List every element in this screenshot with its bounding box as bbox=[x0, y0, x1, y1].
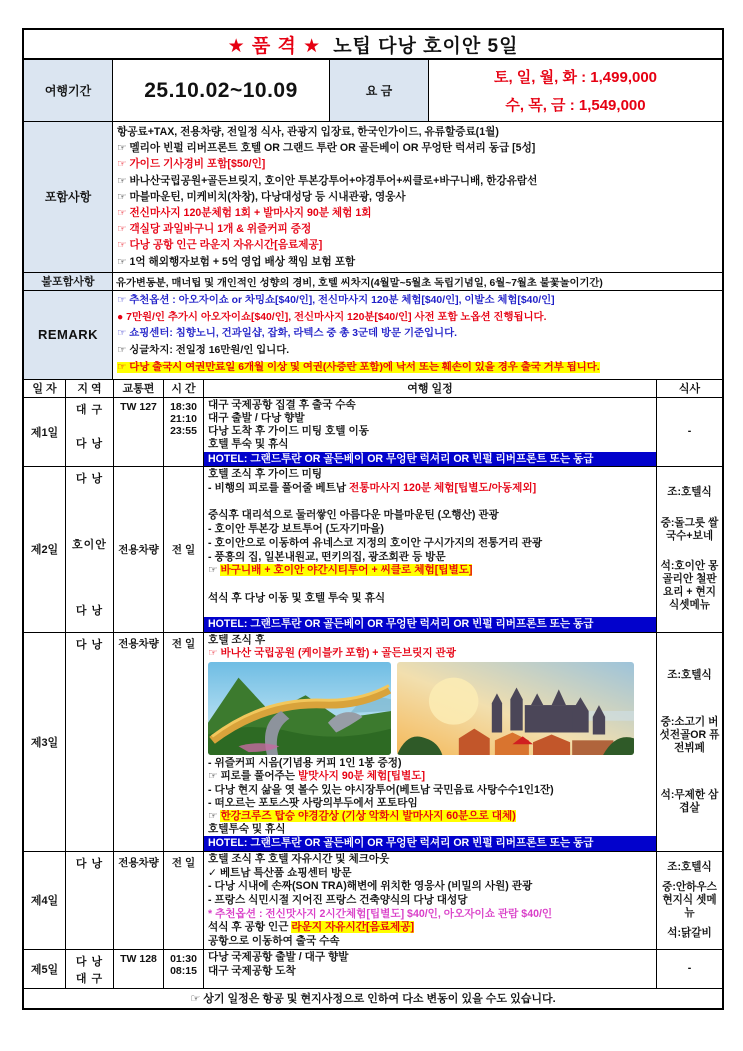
column-header-time: 시 간 bbox=[164, 380, 204, 397]
region-label: 다 낭 bbox=[75, 638, 104, 651]
column-header-day: 일 자 bbox=[24, 380, 66, 397]
meal-item: 석:호이안 몽골리안 철판요리 + 현지식셋메뉴 bbox=[660, 560, 719, 612]
time-value: 전 일 bbox=[171, 637, 196, 650]
text-line bbox=[204, 482, 656, 496]
text-segment: 중식후 대리석으로 둘러쌓인 아름다운 마블마운틴 (오행산) 관광 bbox=[208, 509, 499, 522]
exclusions-label: 불포함사항 bbox=[24, 273, 113, 290]
text-segment: - 떠오르는 포토스팟 사랑의부두에서 포토타임 bbox=[208, 796, 418, 809]
text-segment: 라운지 자유시간[음료제공] bbox=[291, 921, 414, 934]
text-segment: 호텔 조식 후 bbox=[208, 633, 266, 646]
text-line bbox=[204, 908, 656, 922]
text-segment: 다낭 국제공항 출발 / 대구 향발 bbox=[208, 950, 349, 963]
text-segment: - 다낭 시내에 손짜(SON TRA)해변에 위치한 영응사 (비밀의 사원) 관광 bbox=[208, 880, 533, 893]
text-line bbox=[117, 221, 718, 237]
meal-item: 조:호텔식 bbox=[667, 668, 712, 681]
period-label: 여행기간 bbox=[24, 60, 113, 121]
period-value: 25.10.02~10.09 bbox=[113, 60, 330, 121]
trip-info-row bbox=[24, 60, 722, 122]
text-line bbox=[204, 647, 656, 660]
text-line bbox=[117, 254, 718, 270]
time-value: 18:30 bbox=[170, 400, 197, 413]
day-times bbox=[164, 467, 204, 632]
region-label: 호이안 bbox=[72, 538, 107, 551]
text-line bbox=[204, 853, 656, 867]
text-line bbox=[204, 935, 656, 949]
text-line bbox=[204, 894, 656, 908]
meal-item: 중:돌그릇 쌀국수+보네 bbox=[660, 516, 719, 542]
text-line bbox=[204, 468, 656, 482]
schedule-row-day4 bbox=[24, 852, 722, 950]
column-header-region: 지 역 bbox=[66, 380, 114, 397]
text-segment: ☞ 쇼핑센터: 침향노니, 건과일샵, 잡화, 라텍스 중 총 3군데 방문 기준입니다. bbox=[117, 328, 458, 340]
day-meals bbox=[657, 398, 722, 466]
text-segment: - 프랑스 식민시절 지어진 프랑스 건축양식의 다낭 대성당 bbox=[208, 893, 468, 906]
day-itinerary bbox=[204, 633, 657, 851]
time-value: 전 일 bbox=[171, 856, 196, 869]
day-meals bbox=[657, 467, 722, 632]
text-segment: 호텔 조식 후 가이드 미팅 bbox=[208, 467, 323, 480]
region-label: 다 낭 bbox=[75, 857, 104, 870]
day-itinerary bbox=[204, 950, 657, 988]
text-segment: 대구 국제공항 도착 bbox=[208, 964, 296, 977]
text-segment: ☞ 바나산 국립공원 (케이블카 포함) + 골든브릿지 관광 bbox=[208, 647, 457, 660]
meal-item: 조:호텔식 bbox=[667, 860, 712, 873]
schedule-row-day3 bbox=[24, 633, 722, 852]
day-meals bbox=[657, 950, 722, 988]
day-regions bbox=[66, 950, 114, 988]
text-segment: 항공료+TAX, 전용차량, 전일정 식사, 관광지 입장료, 한국인가이드, 유류할증료(1월) bbox=[117, 126, 499, 138]
time-value: 전 일 bbox=[171, 543, 196, 556]
text-line bbox=[117, 293, 718, 310]
text-segment: 공항으로 이동하여 출국 수속 bbox=[208, 935, 340, 948]
hotel-bar: HOTEL: 그랜드투란 OR 골든베이 OR 무엉탄 럭셔리 OR 빈펄 리버프론트 또는 동급 bbox=[204, 452, 656, 466]
transport-value: TW 128 bbox=[120, 952, 157, 965]
text-segment: * 추천옵션 : 전신맛사지 2시간체험[팁별도] $40/인, 아오자이쇼 관람 $40/인 bbox=[208, 907, 553, 920]
day-times bbox=[164, 633, 204, 851]
day-transport bbox=[114, 633, 164, 851]
day-number: 제2일 bbox=[24, 467, 66, 632]
day-transport bbox=[114, 950, 164, 988]
text-segment: 대구 국제공항 집결 후 출국 수속 bbox=[208, 398, 356, 411]
hotel-bar: HOTEL: 그랜드투란 OR 골든베이 OR 무엉탄 럭셔리 OR 빈펄 리버프론트 또는 동급 bbox=[204, 617, 656, 632]
text-line bbox=[204, 523, 656, 537]
schedule-body bbox=[24, 398, 722, 989]
inclusions-content bbox=[113, 122, 722, 272]
text-segment: 전통마사지 120분 체험[팁별도/아동제외] bbox=[349, 481, 537, 494]
day-regions bbox=[66, 467, 114, 632]
document-title-row bbox=[24, 30, 722, 60]
day-number: 제3일 bbox=[24, 633, 66, 851]
text-segment: - 호이안 투본강 보트투어 (도자기마을) bbox=[208, 523, 384, 535]
text-line bbox=[204, 551, 656, 565]
text-line bbox=[204, 509, 656, 523]
region-label: 대 구 bbox=[75, 403, 104, 416]
text-segment: ☞ 마블마운틴, 미케비치(차창), 다낭대성당 등 시내관광, 영웅사 bbox=[117, 190, 406, 203]
text-segment: 호텔 투숙 및 휴식 bbox=[208, 438, 289, 451]
text-segment: - 풍흥의 집, 일본내원교, 떤키의집, 광조회관 등 방문 bbox=[208, 550, 446, 563]
schedule-footer-note: ☞ 상기 일정은 항공 및 현지사정으로 인하여 다소 변동이 있을 수도 있습니다. bbox=[190, 993, 556, 1006]
text-line bbox=[204, 438, 656, 451]
day-meals bbox=[657, 852, 722, 949]
text-segment: ☞ 다낭 출국시 여권만료일 6개월 이상 및 여권(사증란 포함)에 낙서 또는 훼손이 있을 경우 출국 거부 됩니다. bbox=[117, 362, 600, 374]
region-label: 다 낭 bbox=[75, 437, 104, 450]
day-transport bbox=[114, 467, 164, 632]
meal-item: - bbox=[687, 425, 692, 438]
day-number: 제1일 bbox=[24, 398, 66, 466]
column-header-transport: 교통편 bbox=[114, 380, 164, 397]
inclusions-row bbox=[24, 122, 722, 273]
day-number: 제4일 bbox=[24, 852, 66, 949]
text-line bbox=[204, 797, 656, 810]
text-segment: 다낭 도착 후 가이드 미팅 호텔 이동 bbox=[208, 425, 369, 438]
text-line bbox=[204, 770, 656, 783]
day-times bbox=[164, 852, 204, 949]
text-segment: ☞ 가이드 기사경비 포함[$50/인] bbox=[117, 158, 266, 171]
day-regions bbox=[66, 398, 114, 466]
golden-bridge-photo bbox=[208, 662, 391, 755]
day-itinerary bbox=[204, 467, 657, 632]
day-regions bbox=[66, 633, 114, 851]
remark-row bbox=[24, 291, 722, 380]
meal-item: 석:무제한 삼겹살 bbox=[660, 788, 719, 814]
text-segment: ☞ 객실당 과일바구니 1개 & 위즐커피 증정 bbox=[117, 223, 312, 236]
travel-itinerary-document bbox=[22, 28, 724, 1010]
day-regions bbox=[66, 852, 114, 949]
text-segment: 발맛사지 90분 체험[팁별도] bbox=[297, 770, 426, 783]
inclusions-label: 포함사항 bbox=[24, 122, 113, 272]
time-value: 01:30 bbox=[170, 952, 197, 965]
text-segment: 바구니배 + 호이안 야간시티투어 + 씨클로 체험[팁별도] bbox=[220, 564, 473, 577]
text-line bbox=[117, 140, 718, 156]
day3-photo-strip bbox=[208, 662, 654, 755]
transport-value: 전용차량 bbox=[118, 856, 159, 869]
text-line bbox=[204, 399, 656, 412]
day-transport bbox=[114, 852, 164, 949]
text-line bbox=[117, 326, 718, 343]
text-line bbox=[204, 412, 656, 425]
schedule-row-day2 bbox=[24, 467, 722, 633]
text-line bbox=[204, 823, 656, 836]
text-line bbox=[117, 360, 718, 377]
fare-weekend-price: 토, 일, 월, 화 : 1,499,000 bbox=[493, 69, 658, 86]
meal-item: - bbox=[687, 962, 692, 975]
transport-value: 전용차량 bbox=[118, 543, 159, 556]
text-segment: ☞ 전신마사지 120분체험 1회 + 발마사지 90분 체험 1회 bbox=[117, 207, 372, 220]
text-segment: ☞ 추천옵션 : 아오자이쇼 or 차밍쇼[$40/인], 전신마사지 120분 체험[$40/인], 이발소 체험[$40/인] bbox=[117, 294, 555, 306]
text-segment: 석식 후 공항 인근 bbox=[208, 921, 292, 934]
text-line bbox=[117, 205, 718, 221]
time-value: 08:15 bbox=[170, 964, 197, 977]
text-segment: 대구 출발 / 다낭 향발 bbox=[208, 411, 305, 424]
day-meals bbox=[657, 633, 722, 851]
text-line bbox=[117, 189, 718, 205]
bana-hills-sunset-photo bbox=[397, 662, 634, 755]
text-line bbox=[117, 156, 718, 172]
text-line bbox=[204, 810, 656, 823]
meal-item: 조:호텔식 bbox=[667, 486, 712, 499]
meal-item: 중:소고기 버섯전골OR 퓨전뷔페 bbox=[659, 715, 720, 754]
hotel-bar: HOTEL: 그랜드투란 OR 골든베이 OR 무엉탄 럭셔리 OR 빈펄 리버프론트 또는 동급 bbox=[204, 836, 656, 850]
text-line bbox=[117, 173, 718, 189]
transport-value: TW 127 bbox=[120, 400, 157, 413]
day-times bbox=[164, 950, 204, 988]
column-header-itinerary: 여행 일정 bbox=[204, 380, 657, 397]
transport-value: 전용차량 bbox=[118, 637, 159, 650]
meal-item: 석:닭갈비 bbox=[667, 926, 712, 939]
text-segment: ☞ 바나산국립공원+골든브릿지, 호이안 투본강투어+야경투어+씨클로+바구니배, 한강유람선 bbox=[117, 174, 538, 187]
text-line bbox=[204, 784, 656, 797]
column-header-meals: 식사 bbox=[678, 383, 701, 396]
text-segment: ☞ 멜리아 빈펄 리버프론트 호텔 OR 그랜드 투란 OR 골든베이 OR 무엉탄 럭셔리 동급 [5성] bbox=[117, 142, 536, 155]
region-label: 다 낭 bbox=[75, 472, 104, 485]
remark-content bbox=[113, 291, 722, 379]
text-segment: 한강크루즈 탑승 야경감상 (기상 악화시 발마사지 60분으로 대체) bbox=[220, 810, 516, 823]
text-line bbox=[117, 343, 718, 360]
exclusions-content: 유가변동분, 매너팁 및 개인적인 성향의 경비, 호텔 씨차지(4월말~5월초 독립기념일, 6월~7월초 불꽃놀이기간) bbox=[116, 277, 603, 289]
day-itinerary bbox=[204, 852, 657, 949]
exclusions-row bbox=[24, 273, 722, 291]
day-transport bbox=[114, 398, 164, 466]
text-segment: - 다낭 현지 삶을 엿 볼수 있는 야시장투어(베트남 국민음료 사탕수수1인1잔) bbox=[208, 783, 554, 796]
text-segment: - 비행의 피로를 풀어줄 베트남 bbox=[208, 481, 350, 494]
text-segment: 호텔투숙 및 휴식 bbox=[208, 823, 286, 836]
text-line bbox=[204, 880, 656, 894]
text-segment: ✓ 베트남 특산품 쇼핑센터 방문 bbox=[208, 866, 352, 879]
text-segment: - 위즐커피 시음(기념용 커피 1인 1봉 증정) bbox=[208, 757, 402, 770]
text-line bbox=[204, 564, 656, 578]
meal-item: 중:안하우스 현지식 셋메뉴 bbox=[662, 880, 717, 919]
schedule-row-day5 bbox=[24, 950, 722, 989]
schedule-row-day1 bbox=[24, 398, 722, 467]
region-label: 대 구 bbox=[75, 972, 104, 985]
text-segment: 석식 후 다낭 이동 및 호텔 투숙 및 휴식 bbox=[208, 591, 386, 604]
text-line bbox=[204, 425, 656, 438]
text-segment: ☞ 1억 해외행자보험 + 5억 영업 배상 책임 보험 포함 bbox=[117, 255, 356, 268]
time-value: 21:10 bbox=[170, 412, 197, 425]
region-label: 다 낭 bbox=[75, 604, 104, 617]
remark-label: REMARK bbox=[24, 291, 113, 379]
text-segment: 호텔 조식 후 호텔 자유시간 및 체크아웃 bbox=[208, 852, 390, 865]
text-line bbox=[204, 965, 656, 979]
page-title: 노팁 다낭 호이안 5일 bbox=[333, 35, 519, 57]
text-line bbox=[204, 757, 656, 770]
text-line bbox=[117, 310, 718, 327]
text-line bbox=[204, 578, 656, 592]
text-segment: - 호이안으로 이동하여 유네스코 지정의 호이안 구시가지의 전통거리 관광 bbox=[208, 536, 543, 549]
text-segment: ● 7만원/인 추가시 아오자이쇼[$40/인], 전신마사지 120분[$40/인] 사전 포함 노옵션 진행됩니다. bbox=[117, 311, 547, 323]
text-line bbox=[204, 634, 656, 647]
text-line bbox=[204, 921, 656, 935]
fare-label: 요 금 bbox=[330, 60, 429, 121]
fare-value bbox=[429, 60, 722, 121]
text-segment: ☞ 피로를 풀어주는 bbox=[208, 770, 298, 783]
text-segment: ☞ bbox=[208, 564, 221, 577]
day-number: 제5일 bbox=[24, 950, 66, 988]
text-segment: ☞ bbox=[208, 810, 221, 823]
time-value: 23:55 bbox=[170, 424, 197, 437]
text-line bbox=[117, 124, 718, 140]
text-line bbox=[204, 592, 656, 606]
day-times bbox=[164, 398, 204, 466]
region-label: 다 낭 bbox=[75, 955, 104, 968]
text-line bbox=[204, 537, 656, 551]
text-segment: ☞ 다낭 공항 인근 라운지 자유시간[음료제공] bbox=[117, 239, 323, 252]
text-line bbox=[204, 495, 656, 509]
title-star-decoration: ★ 품 격 ★ bbox=[227, 35, 322, 57]
fare-weekday-price: 수, 목, 금 : 1,549,000 bbox=[505, 97, 646, 114]
day-itinerary bbox=[204, 398, 657, 466]
text-line bbox=[204, 951, 656, 965]
schedule-header-row bbox=[24, 380, 722, 398]
text-line bbox=[117, 237, 718, 253]
text-segment: ☞ 싱글차지: 전일정 16만원/인 입니다. bbox=[117, 345, 290, 357]
text-line bbox=[204, 867, 656, 881]
